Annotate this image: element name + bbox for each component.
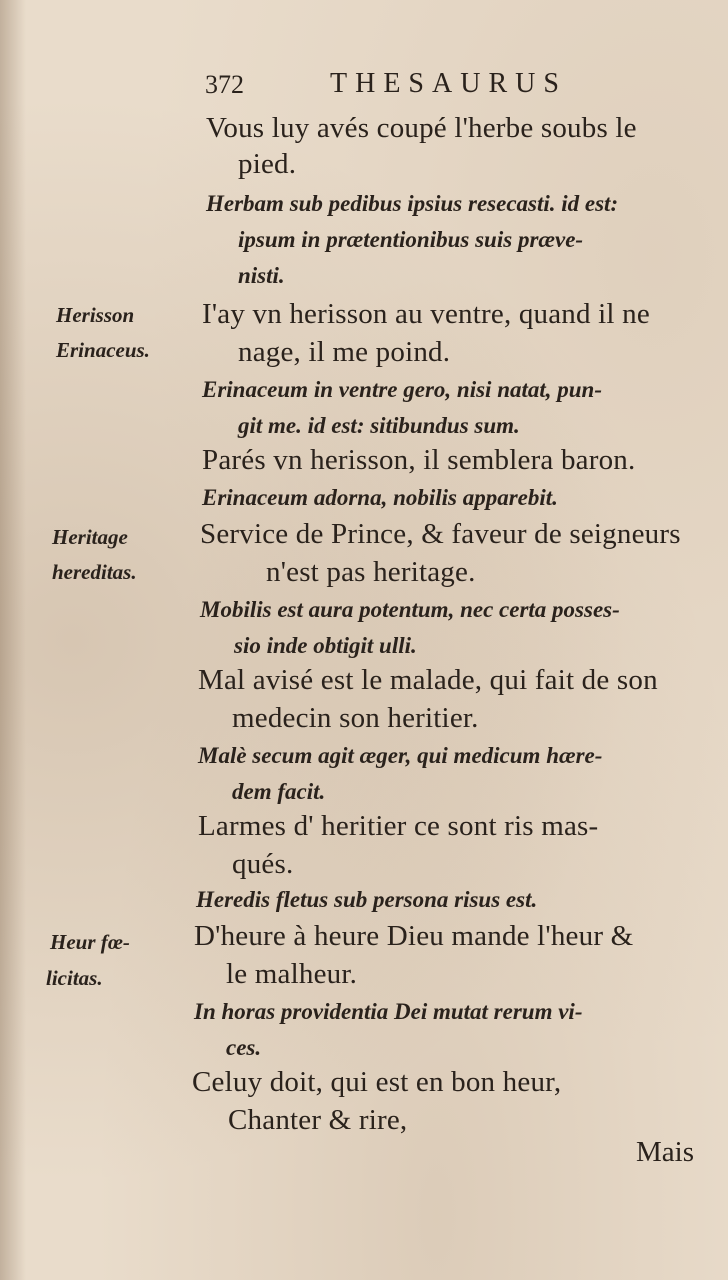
text-line: Vous luy avés coupé l'herbe soubs le (206, 112, 637, 144)
text-line: Service de Prince, & faveur de seigneurs (200, 518, 681, 550)
latin-line: sio inde obtigit ulli. (234, 633, 417, 658)
latin-line: Erinaceum in ventre gero, nisi natat, pun- (202, 377, 603, 402)
margin-note-erinaceus: Erinaceus. (56, 338, 150, 362)
latin-line: Erinaceum adorna, nobilis apparebit. (202, 485, 558, 510)
latin-line: In horas providentia Dei mutat rerum vi- (194, 999, 583, 1024)
text-line: Chanter & rire, (228, 1104, 408, 1136)
margin-note-herisson: Herisson (56, 303, 135, 327)
latin-line: Malè secum agit æger, qui medicum hære- (198, 743, 603, 768)
text-line: Mal avisé est le malade, qui fait de son (198, 664, 658, 696)
latin-line: Heredis fletus sub persona risus est. (196, 887, 538, 912)
text-line: Parés vn herisson, il semblera baron. (202, 444, 636, 476)
latin-line: Mobilis est aura potentum, nec certa posses- (200, 597, 620, 622)
margin-note-felicitas: licitas. (46, 966, 103, 990)
text-line: nage, il me poind. (238, 336, 451, 368)
text-line: le malheur. (226, 958, 358, 990)
text-line: D'heure à heure Dieu mande l'heur & (194, 920, 634, 952)
catchword: Mais (636, 1136, 694, 1168)
text-line: Larmes d' heritier ce sont ris mas- (198, 810, 599, 842)
running-title: THESAURUS (330, 68, 567, 99)
latin-line: nisti. (238, 263, 285, 288)
text-line: medecin son heritier. (232, 702, 479, 734)
text-line: pied. (238, 148, 297, 180)
latin-line: ipsum in prætentionibus suis præve- (238, 227, 584, 252)
margin-note-hereditas: hereditas. (52, 560, 137, 584)
latin-line: ces. (226, 1035, 262, 1060)
latin-line: git me. id est: sitibundus sum. (238, 413, 520, 438)
latin-line: Herbam sub pedibus ipsius resecasti. id est: (206, 191, 619, 216)
page-gutter-shadow (0, 0, 26, 1280)
text-line: Celuy doit, qui est en bon heur, (192, 1066, 562, 1098)
latin-line: dem facit. (232, 779, 326, 804)
text-line: qués. (232, 848, 294, 880)
margin-note-heritage: Heritage (52, 525, 128, 549)
page-number: 372 (205, 70, 244, 99)
margin-note-heur: Heur fœ- (50, 930, 130, 954)
text-line: n'est pas heritage. (266, 556, 476, 588)
text-line: I'ay vn herisson au ventre, quand il ne (202, 298, 650, 330)
